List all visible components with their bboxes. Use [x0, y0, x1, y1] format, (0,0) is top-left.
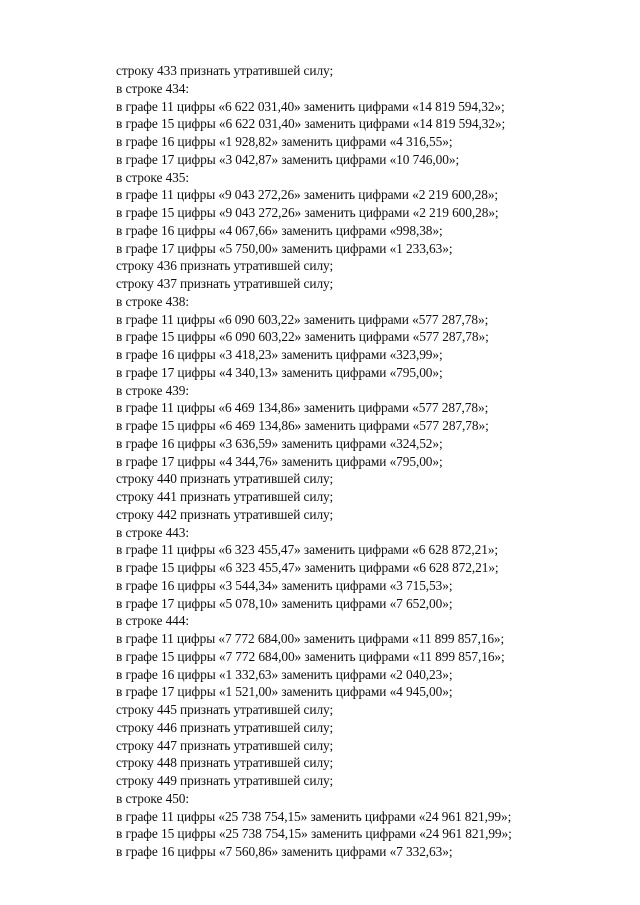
text-line: в графе 17 цифры «4 340,13» заменить цифрами «795,00»; — [116, 364, 443, 380]
text-line: в строке 438: — [116, 293, 189, 309]
text-line: в графе 16 цифры «1 332,63» заменить цифрами «2 040,23»; — [116, 666, 453, 682]
text-line: в строке 450: — [116, 790, 189, 806]
text-line: в графе 11 цифры «6 622 031,40» заменить цифрами «14 819 594,32»; — [116, 98, 505, 114]
text-line: в графе 11 цифры «6 090 603,22» заменить цифрами «577 287,78»; — [116, 311, 489, 327]
text-line: строку 433 признать утратившей силу; — [116, 63, 334, 78]
text-line: в графе 16 цифры «3 544,34» заменить цифрами «3 715,53»; — [116, 577, 453, 593]
text-line: в графе 17 цифры «3 042,87» заменить цифрами «10 746,00»; — [116, 151, 460, 167]
text-line: в графе 16 цифры «3 418,23» заменить цифрами «323,99»; — [116, 347, 443, 362]
text-line: в строке 434: — [116, 80, 189, 96]
text-line: строку 449 признать утратившей силу; — [116, 773, 334, 788]
text-line: в графе 15 цифры «6 090 603,22» заменить цифрами «577 287,78»; — [116, 329, 489, 345]
text-line: в графе 11 цифры «6 323 455,47» заменить цифрами «6 628 872,21»; — [116, 542, 499, 558]
text-line: в графе 16 цифры «3 636,59» заменить цифрами «324,52»; — [116, 435, 443, 451]
text-line: в графе 17 цифры «5 750,00» заменить цифрами «1 233,63»; — [116, 240, 453, 256]
text-line: в графе 15 цифры «6 323 455,47» заменить цифрами «6 628 872,21»; — [116, 560, 499, 575]
text-line: строку 441 признать утратившей силу; — [116, 489, 334, 504]
text-line: строку 437 признать утратившей силу; — [116, 276, 334, 291]
text-line: в графе 15 цифры «6 469 134,86» заменить цифрами «577 287,78»; — [116, 418, 489, 433]
text-line: строку 447 признать утратившей силу; — [116, 737, 334, 753]
text-line: в строке 444: — [116, 613, 189, 629]
text-line: в графе 15 цифры «9 043 272,26» заменить цифрами «2 219 600,28»; — [116, 205, 499, 220]
text-line: в графе 11 цифры «25 738 754,15» заменить цифрами «24 961 821,99»; — [116, 808, 512, 824]
text-line: в графе 15 цифры «7 772 684,00» заменить цифрами «11 899 857,16»; — [116, 648, 505, 664]
text-line: строку 442 признать утратившей силу; — [116, 506, 334, 522]
text-line: в строке 443: — [116, 524, 189, 540]
text-line: в графе 16 цифры «4 067,66» заменить цифрами «998,38»; — [116, 222, 443, 238]
text-line: в графе 17 цифры «5 078,10» заменить цифрами «7 652,00»; — [116, 595, 453, 611]
text-line: строку 445 признать утратившей силу; — [116, 702, 334, 717]
text-line: в строке 439: — [116, 382, 189, 398]
text-line: в графе 17 цифры «1 521,00» заменить цифрами «4 945,00»; — [116, 684, 453, 700]
text-line: в графе 15 цифры «25 738 754,15» заменить цифрами «24 961 821,99»; — [116, 826, 512, 842]
text-line: в графе 11 цифры «7 772 684,00» заменить цифрами «11 899 857,16»; — [116, 631, 505, 646]
text-line: в графе 16 цифры «7 560,86» заменить цифрами «7 332,63»; — [116, 844, 453, 859]
text-line: в графе 15 цифры «6 622 031,40» заменить цифрами «14 819 594,32»; — [116, 116, 506, 132]
text-line: строку 440 признать утратившей силу; — [116, 471, 334, 487]
amendment-text — [116, 62, 616, 861]
text-line: в графе 11 цифры «9 043 272,26» заменить цифрами «2 219 600,28»; — [116, 187, 499, 203]
text-line: строку 448 признать утратившей силу; — [116, 755, 334, 771]
text-line: в графе 11 цифры «6 469 134,86» заменить цифрами «577 287,78»; — [116, 400, 489, 416]
text-line: в строке 435: — [116, 169, 189, 185]
text-line: в графе 16 цифры «1 928,82» заменить цифрами «4 316,55»; — [116, 134, 453, 149]
text-line: в графе 17 цифры «4 344,76» заменить цифрами «795,00»; — [116, 453, 443, 469]
text-line: строку 436 признать утратившей силу; — [116, 258, 334, 274]
text-line: строку 446 признать утратившей силу; — [116, 719, 334, 735]
